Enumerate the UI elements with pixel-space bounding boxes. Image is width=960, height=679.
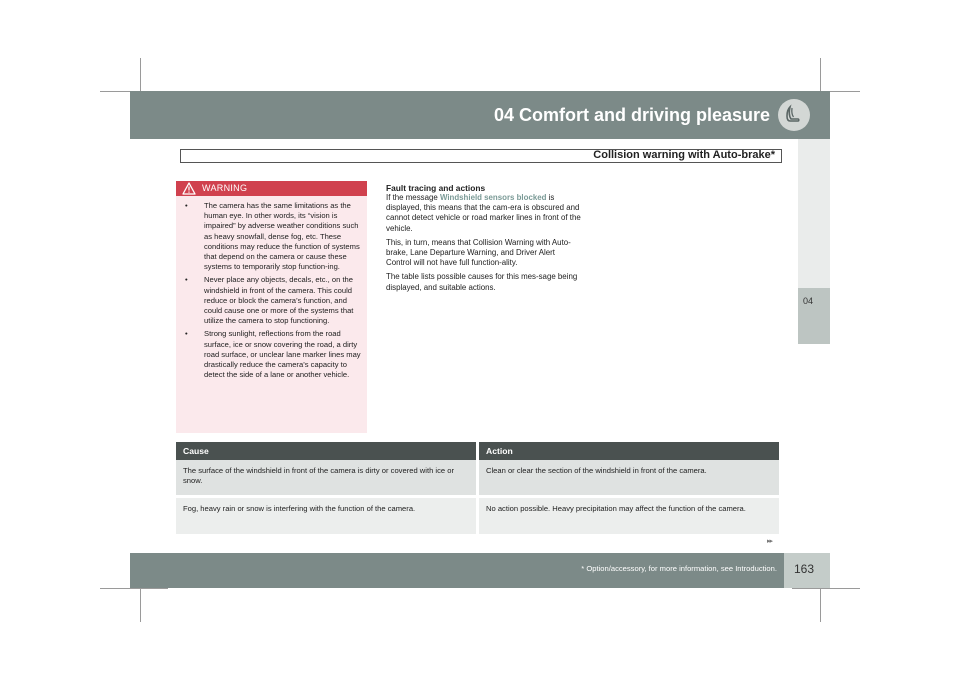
continue-arrow-icon: ▸▸ [767,538,773,545]
header-band [130,91,830,139]
table-header-row [176,442,779,460]
column-header-action: Action [478,442,780,460]
seat-icon [778,99,810,131]
paragraph-suffix: is displayed, this means that the cam-era is obscured and cannot detect vehicle or road marker lines in front of the vehicle. [386,193,581,233]
bullet-icon: • [185,201,188,210]
chapter-side-tab-label: 04 [803,296,814,306]
section-title: Collision warning with Auto-brake* [593,149,775,161]
fault-tracing-section [386,183,582,297]
paragraph-prefix: If the message [386,193,440,202]
warning-item-text: Never place any objects, decals, etc., on the windshield in front of the camera. This could reduce or block the camera’s function, and could cause one or more of the systems that utilize the camera to stop functioning. [204,275,354,326]
fault-tracing-paragraph: This, in turn, means that Collision Warning with Auto-brake, Lane Departure Warning, and Driver Alert Control will not have full function-ality. [386,237,571,268]
warning-item-text: The camera has the same limitations as the human eye. In other words, its “vision is impaired” by adverse weather conditions such as heavy snowfall, dense fog, etc. These conditions may reduce the function of systems that depend on the camera or cause these systems to temporarily stop function-ing. [204,201,360,272]
warning-box [176,181,367,433]
warning-item [182,275,363,326]
table-cell-action: Clean or clear the section of the windshield in front of the camera. [478,460,780,495]
footer-band [130,553,830,588]
warning-header [176,181,367,196]
table-cell-action: No action possible. Heavy precipitation may affect the function of the camera. [478,498,780,534]
crop-mark [100,588,168,589]
bullet-icon: • [185,275,188,285]
page-number: 163 [794,562,815,576]
footnote-asterisk: * [581,564,585,573]
warning-title: WARNING [202,183,248,193]
table-cell-cause: The surface of the windshield in front of the camera is dirty or covered with ice or snow. [176,460,478,495]
fault-tracing-paragraph: The table lists possible causes for this mes-sage being displayed, and suitable actions. [386,272,578,292]
bullet-icon: • [185,329,188,339]
section-bar [180,149,782,163]
warning-triangle-icon [182,182,196,195]
chapter-title: 04 Comfort and driving pleasure [493,105,770,125]
table-row [176,498,779,534]
cause-action-table [176,442,779,534]
footnote [581,564,777,573]
warning-item [182,329,363,380]
fault-tracing-heading: Fault tracing and actions [386,183,486,193]
footnote-text: Option/accessory, for more information, see Introduction. [584,564,777,573]
column-header-cause: Cause [176,442,478,460]
crop-mark [792,588,860,589]
fault-tracing-paragraph [386,193,582,234]
table-cell-cause: Fog, heavy rain or snow is interfering with the function of the camera. [176,498,478,534]
warning-item-text: Strong sunlight, reflections from the road surface, ice or snow covering the road, a dirty road surface, or unclear lane marker lines may drastically reduce the camera’s capacity to detect the side of a lane or another vehicle. [204,329,361,380]
page-number-box [784,553,830,588]
message-highlight: Windshield sensors blocked [439,193,547,202]
chapter-side-tab [798,288,830,344]
side-strip [798,139,830,288]
warning-list [176,196,367,380]
warning-item [182,201,363,272]
table-row [176,460,779,495]
